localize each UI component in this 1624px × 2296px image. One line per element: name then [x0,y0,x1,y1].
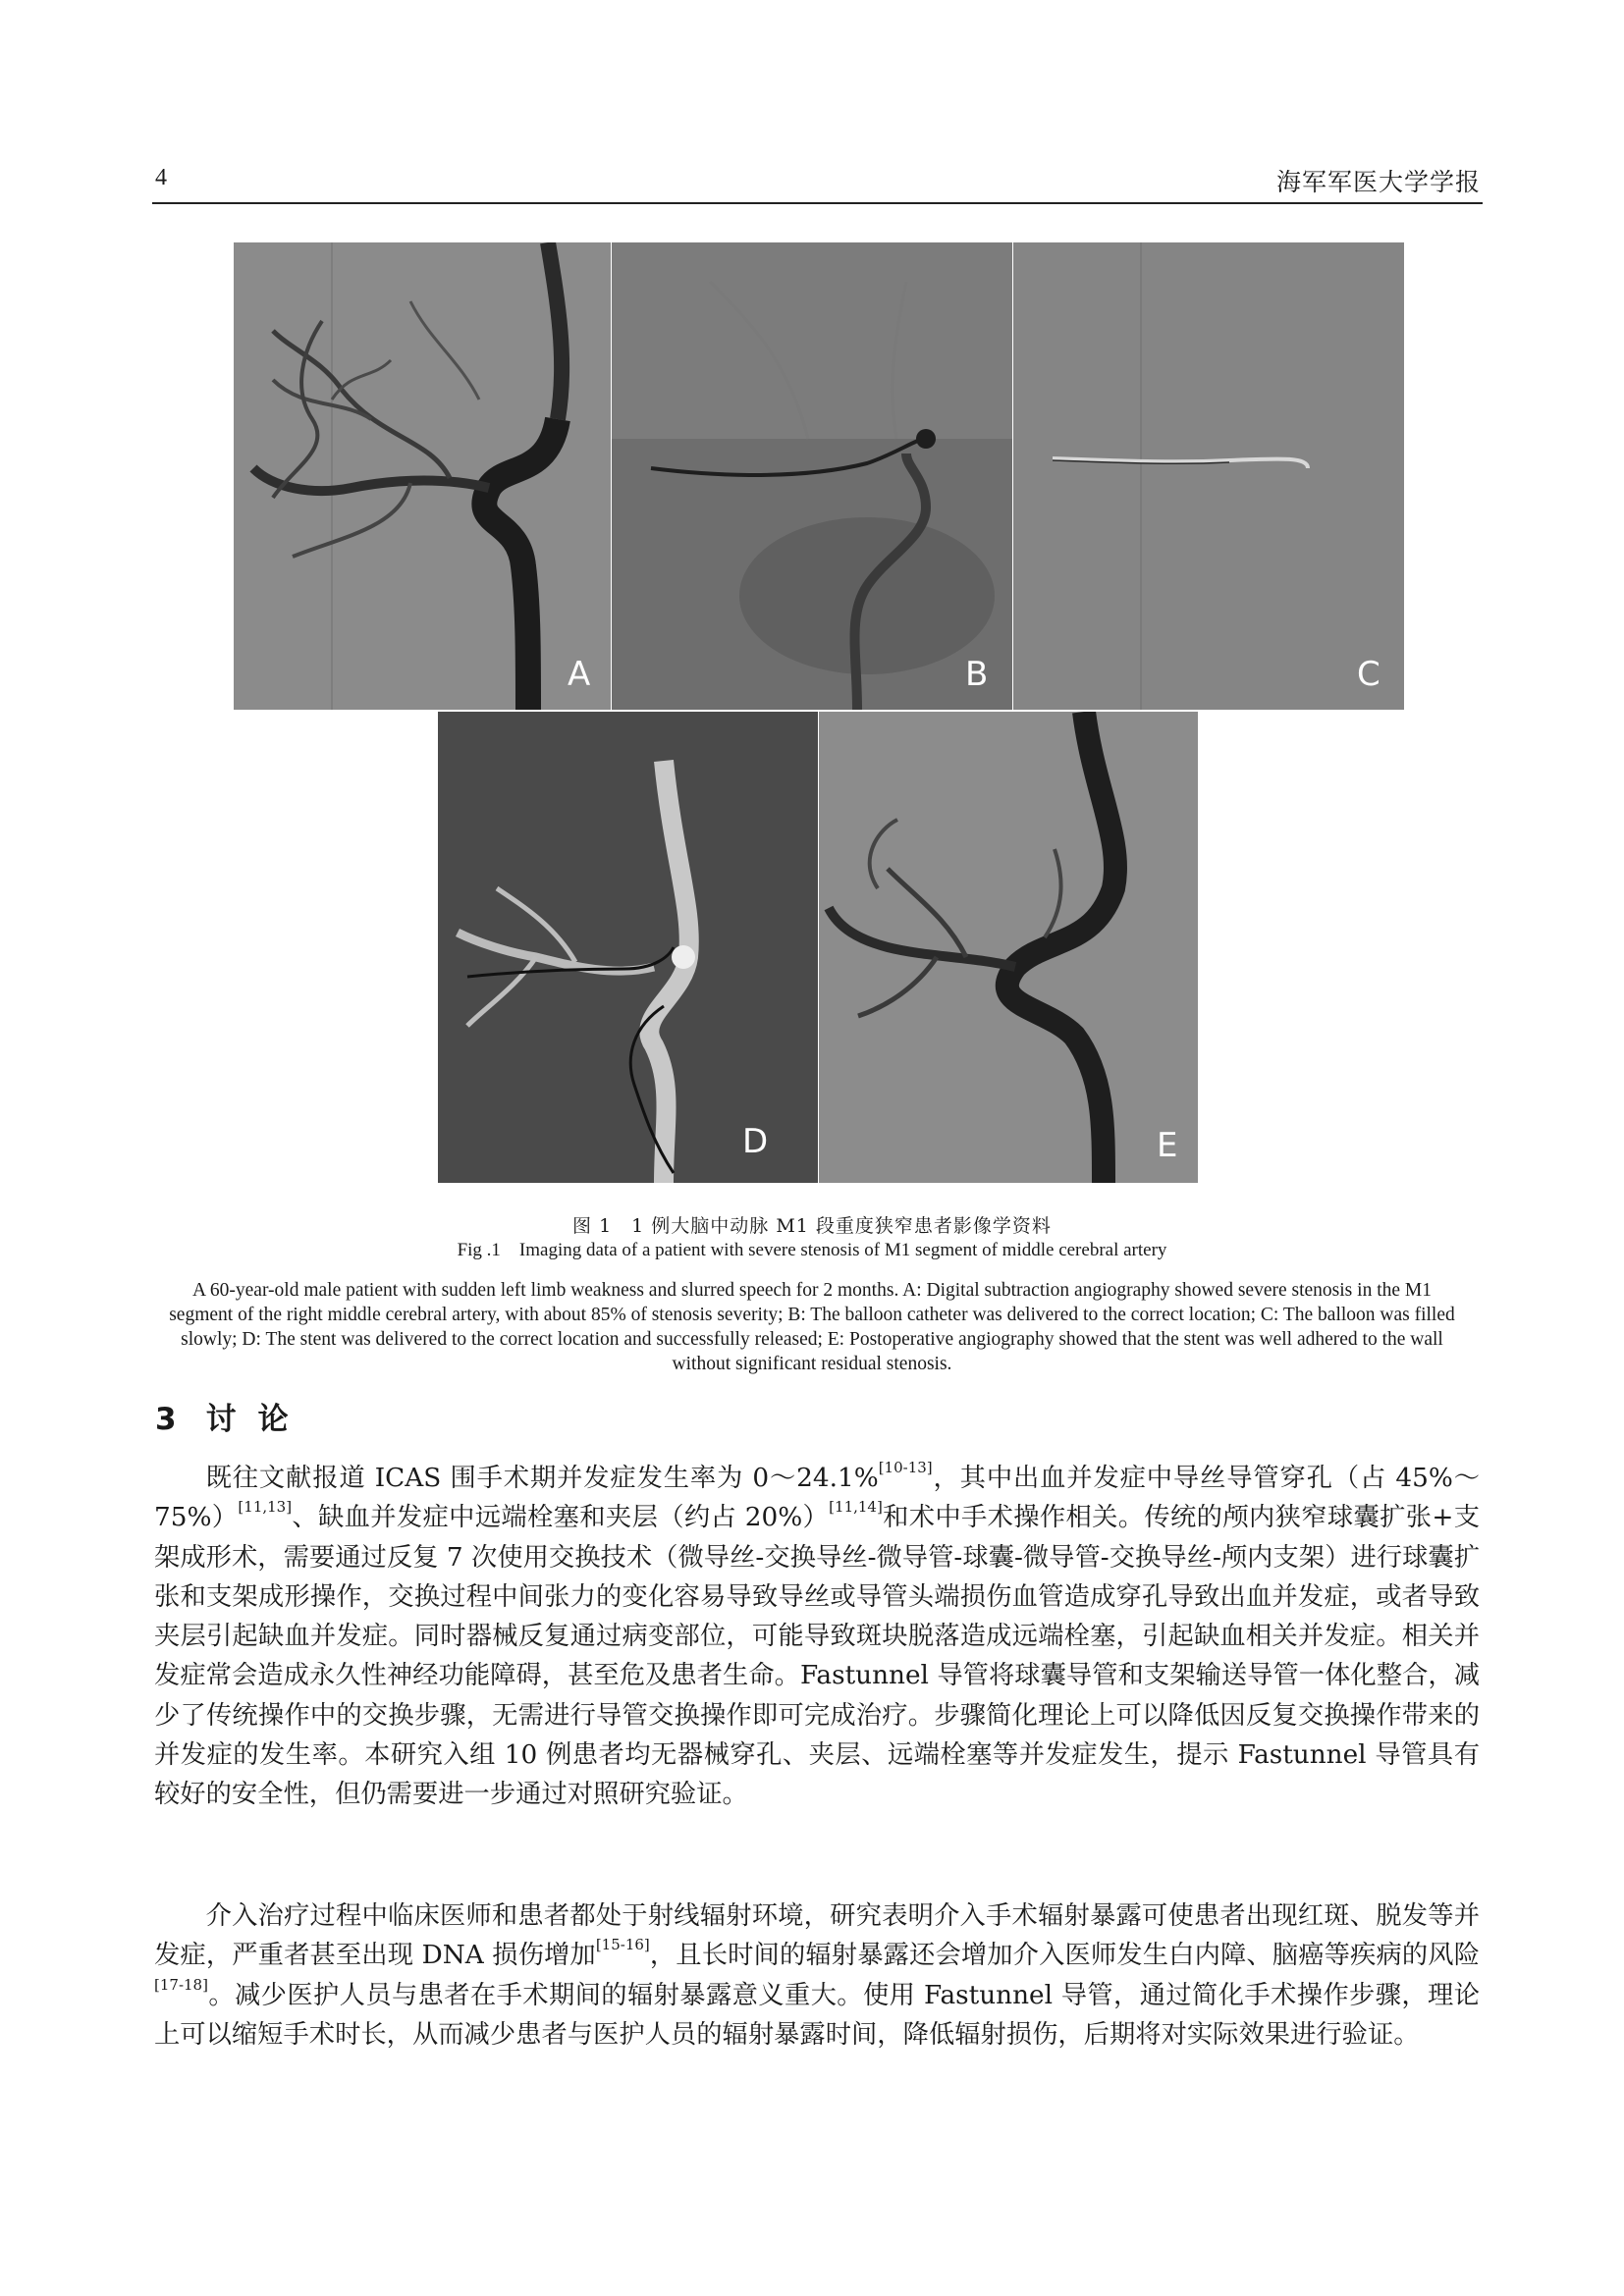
para2-text-3: 。减少医护人员与患者在手术期间的辐射暴露意义重大。使用 Fastunnel 导管，通过简化手术操作步骤，理论上可以缩短手术时长，从而减少患者与医护人员的辐射暴露时间，降低辐射损伤，后期将对实际效果进行验证。 [154,1980,1480,2050]
figure-panel-e [819,712,1198,1183]
panel-label-e: E [1157,1126,1178,1165]
para1-text-3: 、缺血并发症中远端栓塞和夹层（约占 20%） [292,1503,830,1533]
figure-panel-c [1013,242,1404,710]
figure-panel-b [612,242,1012,710]
angiogram-d-image [438,712,818,1183]
angiogram-c-image [1013,242,1404,710]
angiogram-b-image [612,242,1012,710]
journal-title: 海军军医大学学报 [1275,168,1481,196]
figure-caption-en: Fig .1 Imaging data of a patient with severe stenosis of M1 segment of middle cerebral artery [457,1240,1167,1260]
figure-panel-a [234,242,611,710]
section-number: 3 [155,1402,177,1437]
panel-label-c: C [1357,655,1380,694]
para2-text-1: 介入治疗过程中临床医师和患者都处于射线辐射环境，研究表明介入手术辐射暴露可使患者出现红斑、脱发等并发症，严重者甚至出现 DNA 损伤增加 [154,1901,1480,1971]
figure-panel-d [438,712,818,1183]
running-header [152,163,1483,204]
citation: [11,14] [829,1498,883,1517]
figure-caption-cn: 图 1 1 例大脑中动脉 M1 段重度狭窄患者影像学资料 [572,1215,1052,1237]
panel-label-b: B [965,655,989,694]
angiogram-e-image [819,712,1198,1183]
figure-description: A 60-year-old male patient with sudden left limb weakness and slurred speech for 2 months. A: Digital subtraction angiography showed severe stenosis in the M1 segment of the right middle cerebral artery, with about 85% of stenosis severity; B: The balloon catheter was delivered to the correct location; C: The balloon was filled slowly; D: The stent was delivered to the correct location and successfully released; E: Postoperative angiography showed that the stent was well adhered to the wall without significant residual stenosis. [169,1280,1455,1374]
panel-label-a: A [568,655,591,694]
para2-text-2: ，且长时间的辐射暴露还会增加介入医师发生白内障、脑癌等疾病的风险 [649,1941,1480,1971]
paragraph-1 [154,1459,1480,1815]
angiogram-a-image [234,242,611,710]
citation: [10-13] [878,1459,933,1476]
para1-text-1: 既往文献报道 ICAS 围手术期并发症发生率为 0～24.1% [205,1464,879,1493]
para1-text-4: 和术中手术操作相关。传统的颅内狭窄球囊扩张+支架成形术，需要通过反复 7 次使用交换技术（微导丝-交换导丝-微导管-球囊-微导管-交换导丝-颅内支架）进行球囊扩张和支架成形操作，交换过程中间张力的变化容易导致导丝或导管头端损伤血管造成穿孔导致出血并发症，或者导致夹层引起缺血并发症。同时器械反复通过病变部位，可能导致斑块脱落造成远端栓塞，引起缺血相关并发症。相关并发症常会造成永久性神经功能障碍，甚至危及患者生命。Fastunnel 导管将球囊导管和支架输送导管一体化整合，减少了传统操作中的交换步骤，无需进行导管交换操作即可完成治疗。步骤简化理论上可以降低因反复交换操作带来的并发症的发生率。本研究入组 10 例患者均无器械穿孔、夹层、远端栓塞等并发症发生，提示 Fastunnel 导管具有较好的安全性，但仍需要进一步通过对照研究验证。 [154,1503,1480,1810]
citation: [15-16] [595,1936,650,1954]
para1-text-2: ，其中出血并发症中导丝导管穿孔（占 45%～75%） [154,1464,1480,1533]
section-title: 讨论 [205,1402,310,1437]
paragraph-2 [154,1896,1480,2055]
citation: [17-18] [154,1975,208,1994]
section-heading [155,1394,310,1438]
panel-label-d: D [742,1122,769,1161]
page-number: 4 [155,165,167,190]
citation: [11,13] [238,1498,293,1517]
